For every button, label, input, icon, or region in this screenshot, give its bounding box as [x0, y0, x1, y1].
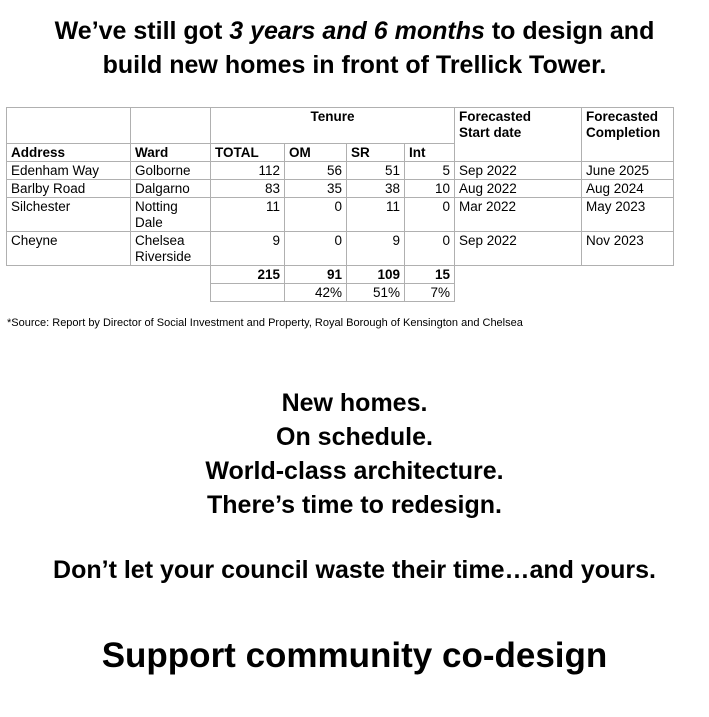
cell-int: 10 — [405, 180, 455, 198]
column-header-ward: Ward — [131, 144, 211, 162]
cell-address: Cheyne — [7, 232, 131, 266]
blank-cell — [582, 266, 674, 284]
cell-start-date: Mar 2022 — [455, 198, 582, 232]
cell-ward-line-2: Dale — [135, 215, 163, 230]
percent-blank-total — [211, 284, 285, 302]
percent-sr: 51% — [347, 284, 405, 302]
cell-completion: June 2025 — [582, 162, 674, 180]
completion-header — [582, 108, 674, 144]
message-on-schedule: On schedule. — [276, 423, 433, 451]
cell-ward: Golborne — [131, 162, 211, 180]
headline-emphasis: 3 years and 6 months — [229, 17, 485, 45]
table-row — [7, 180, 674, 198]
cell-total: 11 — [211, 198, 285, 232]
percent-om: 42% — [285, 284, 347, 302]
cell-start-date: Sep 2022 — [455, 232, 582, 266]
blank-cell — [7, 266, 131, 284]
column-header-om: OM — [285, 144, 347, 162]
column-header-total: TOTAL — [211, 144, 285, 162]
cell-total: 112 — [211, 162, 285, 180]
table-header-row-1 — [7, 108, 674, 144]
start-date-header-line-1: Forecasted — [459, 109, 532, 124]
headline-prefix: We’ve still got — [54, 17, 230, 45]
header-blank-start — [455, 144, 582, 162]
cell-om: 0 — [285, 232, 347, 266]
message-new-homes: New homes. — [281, 389, 428, 417]
cell-start-date: Sep 2022 — [455, 162, 582, 180]
blank-cell — [7, 284, 131, 302]
cell-ward-line-2: Riverside — [135, 249, 192, 264]
blank-cell — [131, 284, 211, 302]
header-blank-ward — [131, 108, 211, 144]
cell-sr: 51 — [347, 162, 405, 180]
column-header-address: Address — [7, 144, 131, 162]
cell-ward — [131, 232, 211, 266]
cell-total: 9 — [211, 232, 285, 266]
cell-address: Barlby Road — [7, 180, 131, 198]
headline — [0, 14, 709, 82]
call-to-action: Don’t let your council waste their time…and yours. — [53, 556, 656, 584]
cell-completion: Nov 2023 — [582, 232, 674, 266]
cell-om: 0 — [285, 198, 347, 232]
percentages-row — [7, 284, 674, 302]
table-header-row-2 — [7, 144, 674, 162]
cell-start-date: Aug 2022 — [455, 180, 582, 198]
message-redesign: There’s time to redesign. — [207, 491, 502, 519]
blank-cell — [455, 266, 582, 284]
totals-om: 91 — [285, 266, 347, 284]
completion-header-line-1: Forecasted — [586, 109, 659, 124]
cell-sr: 11 — [347, 198, 405, 232]
source-note: *Source: Report by Director of Social Investment and Property, Royal Borough of Kensington and Chelsea — [7, 317, 523, 329]
header-blank-completion — [582, 144, 674, 162]
table-row — [7, 162, 674, 180]
cell-address: Edenham Way — [7, 162, 131, 180]
cell-om: 35 — [285, 180, 347, 198]
cell-int: 0 — [405, 232, 455, 266]
percent-int: 7% — [405, 284, 455, 302]
totals-total: 215 — [211, 266, 285, 284]
totals-row — [7, 266, 674, 284]
blank-cell — [582, 284, 674, 302]
start-date-header-line-2: Start date — [459, 125, 522, 140]
blank-cell — [455, 284, 582, 302]
cell-completion: May 2023 — [582, 198, 674, 232]
completion-header-line-2: Completion — [586, 125, 661, 140]
cell-om: 56 — [285, 162, 347, 180]
support-slogan: Support community co-design — [101, 636, 608, 675]
headline-line-2: build new homes in front of Trellick Tower. — [102, 51, 607, 79]
headline-line-1 — [0, 14, 709, 48]
cell-address: Silchester — [7, 198, 131, 232]
cell-sr: 9 — [347, 232, 405, 266]
header-blank-address — [7, 108, 131, 144]
cell-total: 83 — [211, 180, 285, 198]
messages — [0, 386, 709, 522]
cell-ward — [131, 198, 211, 232]
totals-sr: 109 — [347, 266, 405, 284]
cell-completion: Aug 2024 — [582, 180, 674, 198]
cell-int: 5 — [405, 162, 455, 180]
headline-suffix: to design and — [484, 17, 655, 45]
cell-int: 0 — [405, 198, 455, 232]
column-header-sr: SR — [347, 144, 405, 162]
column-header-int: Int — [405, 144, 455, 162]
start-date-header — [455, 108, 582, 144]
message-architecture: World-class architecture. — [205, 457, 504, 485]
table-row — [7, 232, 674, 266]
table-row — [7, 198, 674, 232]
cell-ward: Dalgarno — [131, 180, 211, 198]
housing-table — [6, 107, 674, 302]
cell-ward-line-1: Notting — [135, 199, 178, 214]
tenure-header: Tenure — [211, 108, 455, 144]
blank-cell — [131, 266, 211, 284]
cell-ward-line-1: Chelsea — [135, 233, 185, 248]
cell-sr: 38 — [347, 180, 405, 198]
totals-int: 15 — [405, 266, 455, 284]
